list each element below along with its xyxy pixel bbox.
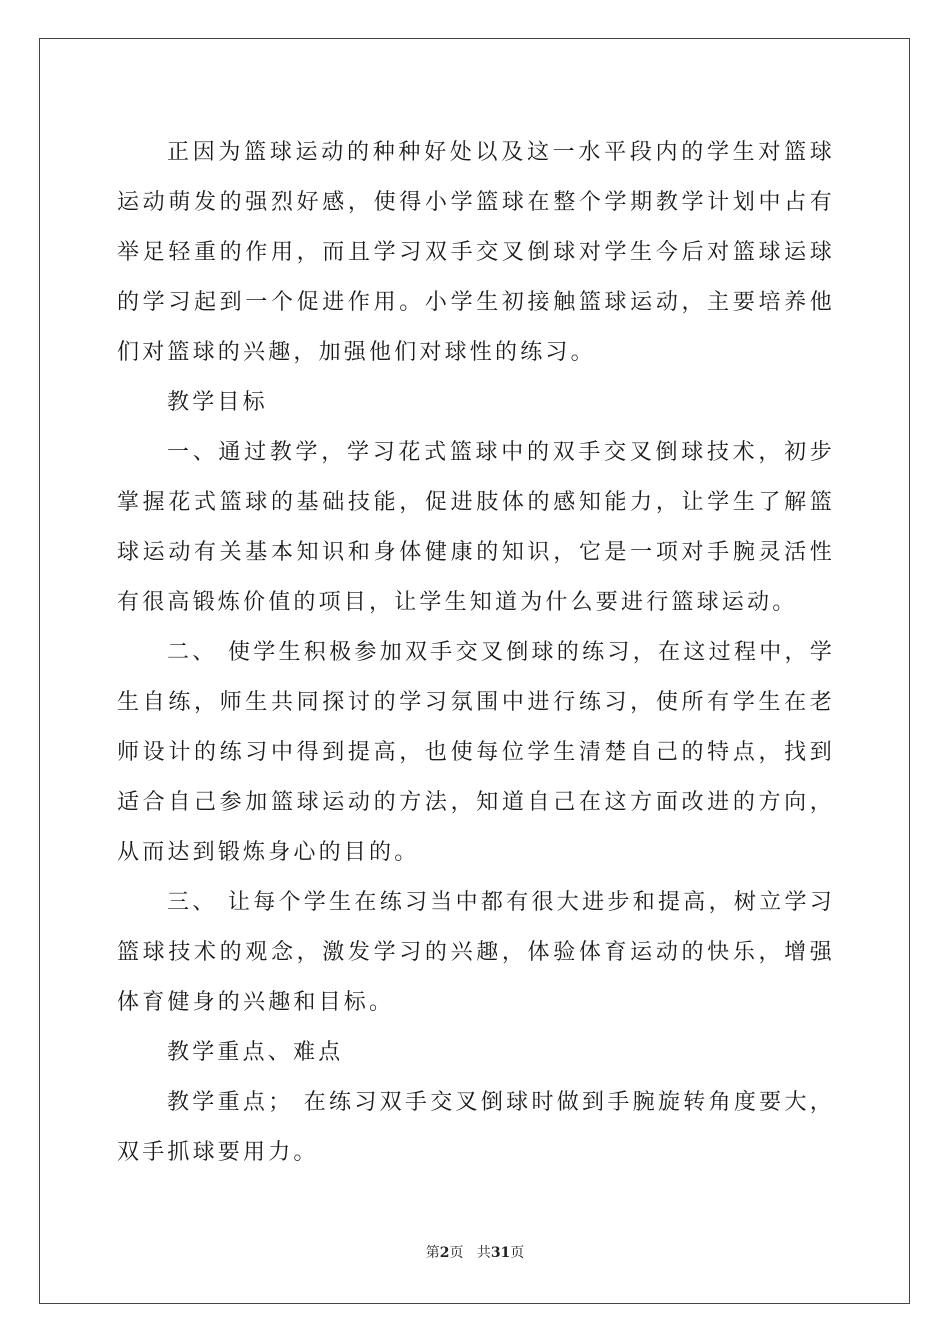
heading-key-points: 教学重点、难点 — [167, 1040, 344, 1065]
heading-teaching-goals: 教学目标 — [167, 390, 268, 415]
total-prefix: 共 — [476, 1245, 491, 1261]
paragraph-goal-three: 三、 让每个学生在练习当中都有很大进步和提高，树立学习篮球技术的观念，激发学习的兴趣，体验体育运动的快乐，增强体育健身的兴趣和目标。 — [117, 890, 835, 1015]
page-footer — [0, 1243, 950, 1263]
current-page-number: 2 — [439, 1245, 450, 1261]
document-body — [117, 128, 835, 1178]
page-suffix: 页 — [449, 1245, 464, 1261]
total-suffix: 页 — [510, 1245, 525, 1261]
paragraph-goal-two: 二、 使学生积极参加双手交叉倒球的练习，在这过程中，学生自练，师生共同探讨的学习氛围中进行练习，使所有学生在老师设计的练习中得到提高，也使每位学生清楚自己的特点，找到适合自己参加篮球运动的方法，知道自己在这方面改进的方向，从而达到锻炼身心的目的。 — [117, 640, 835, 865]
paragraph-intro: 正因为篮球运动的种种好处以及这一水平段内的学生对篮球运动萌发的强烈好感，使得小学篮球在整个学期教学计划中占有举足轻重的作用，而且学习双手交叉倒球对学生今后对篮球运球的学习起到一个促进作用。小学生初接触篮球运动，主要培养他们对篮球的兴趣，加强他们对球性的练习。 — [117, 140, 835, 365]
paragraph-goal-one: 一、通过教学，学习花式篮球中的双手交叉倒球技术，初步掌握花式篮球的基础技能，促进肢体的感知能力，让学生了解篮球运动有关基本知识和身体健康的知识，它是一项对手腕灵活性有很高锻炼价值的项目，让学生知道为什么要进行篮球运动。 — [117, 440, 835, 615]
page-prefix: 第 — [425, 1245, 440, 1261]
total-page-count: 31 — [490, 1245, 511, 1261]
paragraph-key-point: 教学重点； 在练习双手交叉倒球时做到手腕旋转角度要大，双手抓球要用力。 — [117, 1090, 835, 1165]
